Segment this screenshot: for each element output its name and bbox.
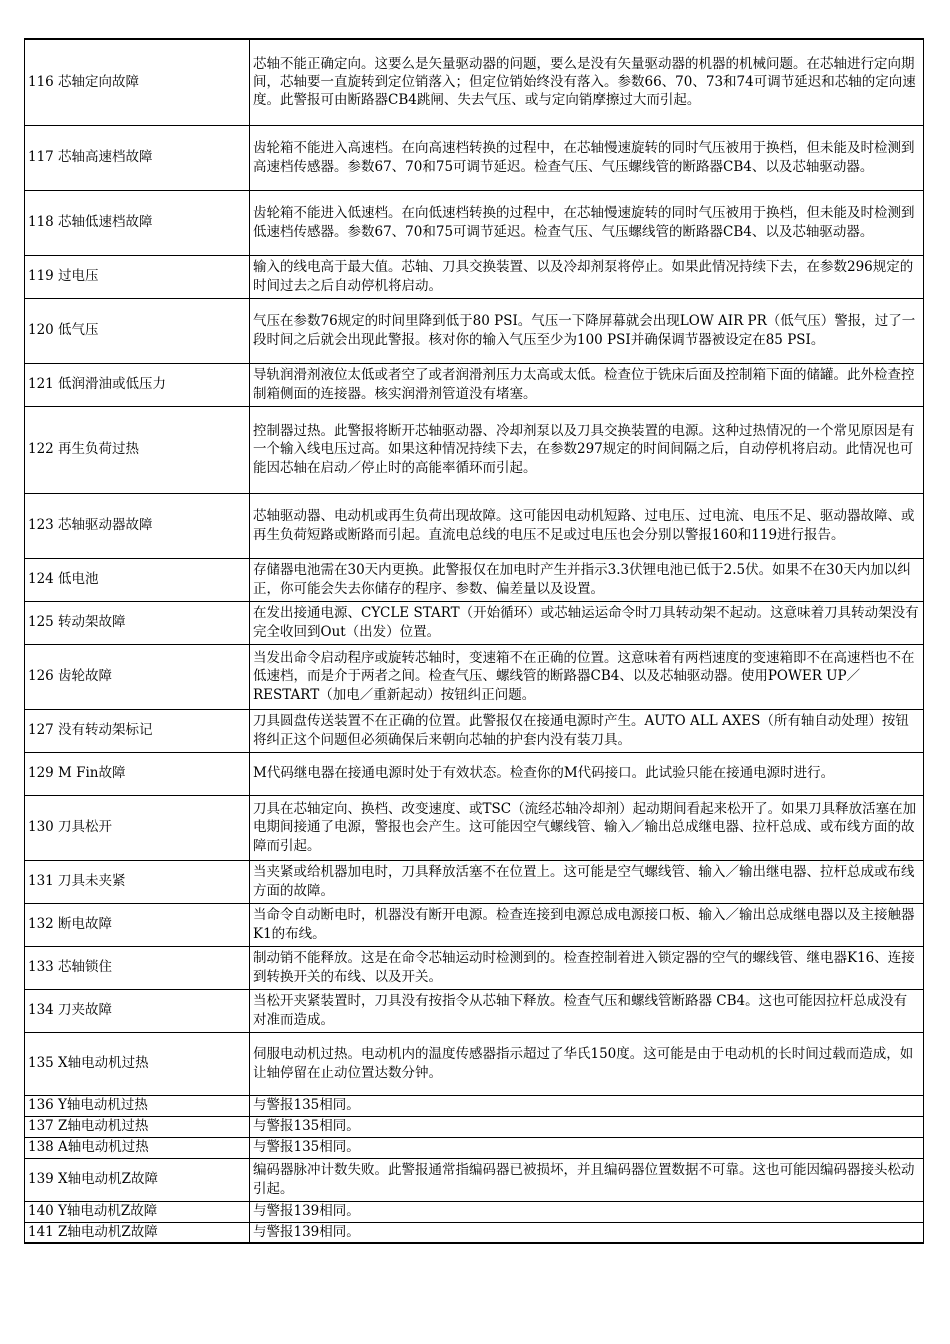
alarm-cell [25, 125, 250, 190]
alarm-number: 132 [28, 916, 54, 933]
alarm-cell [25, 1158, 250, 1201]
alarm-name: 低气压 [58, 322, 99, 339]
alarm-row [25, 1137, 924, 1158]
alarm-row [25, 125, 924, 190]
alarm-number: 119 [28, 268, 54, 285]
alarm-description: 编码器脉冲计数失败。此警报通常指编码器已被损坏，并且编码器位置数据不可靠。这也可能因编码器接头松动引起。 [250, 1158, 924, 1201]
alarm-name: 低润滑油或低压力 [58, 376, 166, 393]
alarm-number: 136 [28, 1097, 54, 1114]
alarm-description: 控制器过热。此警报将断开芯轴驱动器、冷却剂泵以及刀具交换装置的电源。这种过热情况的一个常见原因是有一个输入线电压过高。如果这种情况持续下去，在参数297规定的时间间隔之后，自动停机将启动。此情况也可能因芯轴在启动／停止时的高能率循环而引起。 [250, 406, 924, 493]
alarm-name: 刀夹故障 [58, 1002, 112, 1019]
alarm-description: 刀具圆盘传送装置不在正确的位置。此警报仅在接通电源时产生。AUTO ALL AXES（所有轴自动处理）按钮将纠正这个问题但必须确保后来朝向芯轴的护套内没有装刀具。 [250, 709, 924, 752]
alarm-number: 121 [28, 376, 54, 393]
alarm-row [25, 363, 924, 406]
alarm-row [25, 406, 924, 493]
alarm-description: 与警报135相同。 [250, 1095, 924, 1116]
alarm-cell [25, 190, 250, 255]
alarm-name: X轴电动机过热 [58, 1055, 149, 1072]
alarm-cell [25, 558, 250, 601]
alarm-description: 齿轮箱不能进入低速档。在向低速档转换的过程中，在芯轴慢速旋转的同时气压被用于换档，但未能及时检测到低速档传感器。参数67、70和75可调节延迟。检查气压、气压螺线管的断路器CB4、以及芯轴驱动器。 [250, 190, 924, 255]
alarm-cell [25, 903, 250, 946]
alarm-cell [25, 298, 250, 363]
alarm-name: Z轴电动机过热 [58, 1118, 149, 1135]
alarm-description: 与警报139相同。 [250, 1201, 924, 1222]
alarm-number: 125 [28, 614, 54, 631]
alarm-name: 没有转动架标记 [58, 722, 153, 739]
alarm-name: 齿轮故障 [58, 668, 112, 685]
alarm-description: 当夹紧或给机器加电时，刀具释放活塞不在位置上。这可能是空气螺线管、输入／输出继电器、拉杆总成或布线方面的故障。 [250, 860, 924, 903]
alarm-number: 138 [28, 1139, 54, 1156]
alarm-cell [25, 1116, 250, 1137]
alarm-number: 135 [28, 1055, 54, 1072]
alarm-name: X轴电动机Z故障 [58, 1171, 158, 1188]
alarm-cell [25, 1222, 250, 1243]
alarm-description: 当命令自动断电时，机器没有断开电源。检查连接到电源总成电源接口板、输入／输出总成继电器以及主接触器K1的布线。 [250, 903, 924, 946]
alarm-cell [25, 1032, 250, 1095]
alarm-row [25, 1032, 924, 1095]
alarm-name: 再生负荷过热 [58, 441, 139, 458]
alarm-cell [25, 989, 250, 1032]
alarm-name: 断电故障 [58, 916, 112, 933]
alarm-description: 当发出命令启动程序或旋转芯轴时，变速箱不在正确的位置。这意味着有两档速度的变速箱即不在高速档也不在低速档，而是介于两者之间。检查气压、螺线管的断路器CB4、以及芯轴驱动器。使用POWER UP／RESTART（加电／重新起动）按钮纠正问题。 [250, 644, 924, 709]
alarm-cell [25, 255, 250, 298]
alarm-cell [25, 1137, 250, 1158]
alarm-row [25, 709, 924, 752]
alarm-row [25, 644, 924, 709]
alarm-row [25, 190, 924, 255]
alarm-name: Y轴电动机过热 [58, 1097, 148, 1114]
alarm-description: 与警报139相同。 [250, 1222, 924, 1243]
alarm-name: 转动架故障 [58, 614, 126, 631]
alarm-row [25, 493, 924, 558]
alarm-description: 伺服电动机过热。电动机内的温度传感器指示超过了华氏150度。这可能是由于电动机的长时间过载而造成，如让轴停留在止动位置达数分钟。 [250, 1032, 924, 1095]
alarm-table-body [25, 39, 924, 1243]
alarm-row [25, 946, 924, 989]
alarm-cell [25, 363, 250, 406]
alarm-cell [25, 644, 250, 709]
alarm-name: 过电压 [58, 268, 99, 285]
alarm-name: 低电池 [58, 571, 99, 588]
alarm-row [25, 860, 924, 903]
alarm-cell [25, 601, 250, 644]
alarm-description: M代码继电器在接通电源时处于有效状态。检查你的M代码接口。此试验只能在接通电源时进行。 [250, 752, 924, 795]
alarm-table [24, 38, 924, 1244]
alarm-description: 制动销不能释放。这是在命令芯轴运动时检测到的。检查控制着进入锁定器的空气的螺线管、继电器K16、连接到转换开关的布线、以及开关。 [250, 946, 924, 989]
alarm-name: 芯轴锁住 [58, 959, 112, 976]
alarm-row [25, 903, 924, 946]
alarm-name: 芯轴驱动器故障 [58, 517, 153, 534]
alarm-number: 120 [28, 322, 54, 339]
alarm-description: 芯轴不能正确定向。这要么是矢量驱动器的问题，要么是没有矢量驱动器的机器的机械问题。在芯轴进行定向期间，芯轴要一直旋转到定位销落入；但定位销始终没有落入。参数66、70、73和74可调节延迟和芯轴的定向速度。此警报可由断路器CB4跳闸、失去气压、或与定向销摩擦过大而引起。 [250, 39, 924, 125]
alarm-number: 130 [28, 819, 54, 836]
alarm-row [25, 1116, 924, 1137]
alarm-number: 118 [28, 214, 54, 231]
alarm-name: 刀具松开 [58, 819, 112, 836]
alarm-name: Z轴电动机Z故障 [58, 1224, 158, 1241]
alarm-description: 输入的线电高于最大值。芯轴、刀具交换装置、以及冷却剂泵将停止。如果此情况持续下去，在参数296规定的时间过去之后自动停机将启动。 [250, 255, 924, 298]
alarm-number: 134 [28, 1002, 54, 1019]
alarm-cell [25, 946, 250, 989]
alarm-number: 140 [28, 1203, 54, 1220]
alarm-cell [25, 493, 250, 558]
alarm-number: 137 [28, 1118, 54, 1135]
alarm-description: 刀具在芯轴定向、换档、改变速度、或TSC（流经芯轴冷却剂）起动期间看起来松开了。如果刀具释放活塞在加电期间接通了电源，警报也会产生。这可能因空气螺线管、输入／输出总成继电器、拉杆总成、或布线方面的故障而引起。 [250, 795, 924, 860]
alarm-number: 139 [28, 1171, 54, 1188]
alarm-cell [25, 709, 250, 752]
alarm-name: A轴电动机过热 [58, 1139, 149, 1156]
alarm-row [25, 558, 924, 601]
alarm-description: 齿轮箱不能进入高速档。在向高速档转换的过程中，在芯轴慢速旋转的同时气压被用于换档，但未能及时检测到高速档传感器。参数67、70和75可调节延迟。检查气压、气压螺线管的断路器CB4、以及芯轴驱动器。 [250, 125, 924, 190]
alarm-cell [25, 1095, 250, 1116]
alarm-description: 导轨润滑剂液位太低或者空了或者润滑剂压力太高或太低。检查位于铣床后面及控制箱下面的储罐。此外检查控制箱侧面的连接器。核实润滑剂管道没有堵塞。 [250, 363, 924, 406]
alarm-cell [25, 406, 250, 493]
alarm-cell [25, 1201, 250, 1222]
alarm-row [25, 1222, 924, 1243]
alarm-cell [25, 860, 250, 903]
alarm-row [25, 255, 924, 298]
alarm-cell [25, 795, 250, 860]
alarm-number: 131 [28, 873, 54, 890]
alarm-number: 122 [28, 441, 54, 458]
alarm-row [25, 298, 924, 363]
alarm-description: 与警报135相同。 [250, 1116, 924, 1137]
alarm-row [25, 989, 924, 1032]
alarm-description: 与警报135相同。 [250, 1137, 924, 1158]
alarm-row [25, 1158, 924, 1201]
alarm-row [25, 39, 924, 125]
alarm-row [25, 1201, 924, 1222]
alarm-number: 127 [28, 722, 54, 739]
alarm-number: 129 [28, 765, 54, 782]
alarm-name: 刀具未夹紧 [58, 873, 126, 890]
alarm-name: 芯轴低速档故障 [58, 214, 153, 231]
alarm-cell [25, 752, 250, 795]
alarm-description: 在发出接通电源、CYCLE START（开始循环）或芯轴运运命令时刀具转动架不起动。这意味着刀具转动架没有完全收回到Out（出发）位置。 [250, 601, 924, 644]
alarm-name: M Fin故障 [58, 765, 126, 782]
alarm-name: 芯轴高速档故障 [58, 149, 153, 166]
alarm-description: 存储器电池需在30天内更换。此警报仅在加电时产生并指示3.3伏锂电池已低于2.5伏。如果不在30天内加以纠正，你可能会失去你储存的程序、参数、偏差量以及设置。 [250, 558, 924, 601]
alarm-row [25, 601, 924, 644]
alarm-row [25, 795, 924, 860]
alarm-number: 141 [28, 1224, 54, 1241]
alarm-number: 117 [28, 149, 54, 166]
alarm-row [25, 1095, 924, 1116]
alarm-number: 124 [28, 571, 54, 588]
alarm-name: 芯轴定向故障 [58, 74, 139, 91]
alarm-name: Y轴电动机Z故障 [58, 1203, 158, 1220]
alarm-number: 126 [28, 668, 54, 685]
alarm-row [25, 752, 924, 795]
alarm-number: 116 [28, 74, 54, 91]
alarm-cell [25, 39, 250, 125]
alarm-number: 123 [28, 517, 54, 534]
alarm-description: 芯轴驱动器、电动机或再生负荷出现故障。这可能因电动机短路、过电压、过电流、电压不足、驱动器故障、或再生负荷短路或断路而引起。直流电总线的电压不足或过电压也会分别以警报160和119进行报告。 [250, 493, 924, 558]
alarm-description: 气压在参数76规定的时间里降到低于80 PSI。气压一下降屏幕就会出现LOW AIR PR（低气压）警报，过了一段时间之后就会出现此警报。核对你的输入气压至少为100 PSI并确保调节器被设定在85 PSI。 [250, 298, 924, 363]
alarm-number: 133 [28, 959, 54, 976]
alarm-description: 当松开夹紧装置时，刀具没有按指令从芯轴下释放。检查气压和螺线管断路器 CB4。这也可能因拉杆总成没有对准而造成。 [250, 989, 924, 1032]
